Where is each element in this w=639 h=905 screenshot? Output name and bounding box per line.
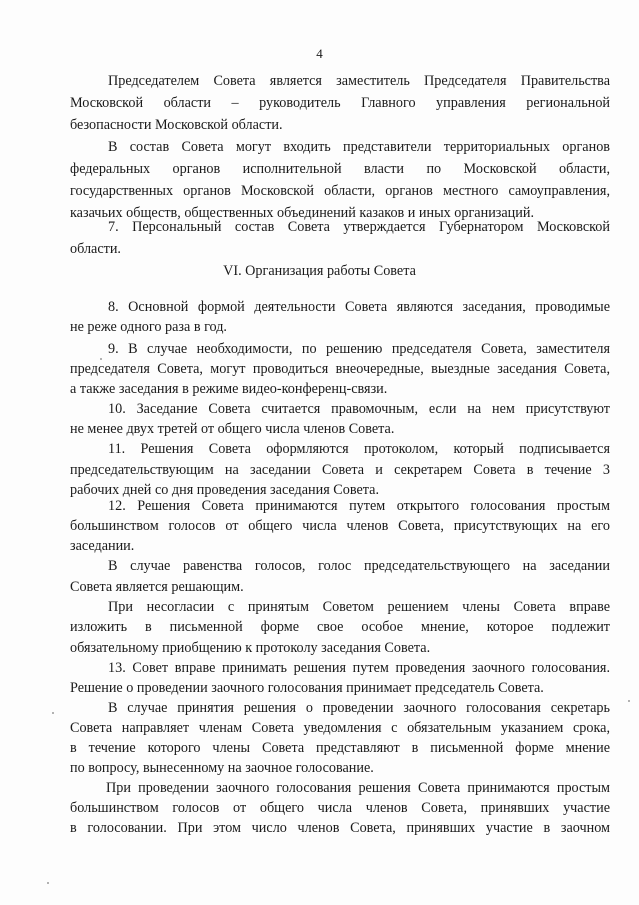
text-line: Председателем Совета является заместитель Председателя Правительства xyxy=(108,73,610,89)
text-line: казачьих обществ, общественных объединений казаков и иных организаций. xyxy=(70,205,535,221)
text-line: В случае принятия решения о проведении заочного голосования секретарь xyxy=(108,700,610,716)
text-line: При несогласии с принятым Советом решением члены Совета вправе xyxy=(108,599,610,615)
text-line: 9. В случае необходимости, по решению председателя Совета, заместителя xyxy=(108,341,610,357)
scan-speck xyxy=(628,700,630,702)
text-line: в голосовании. При этом число членов Совета, принявших участие в заочном xyxy=(70,820,610,836)
text-line: 10. Заседание Совета считается правомочным, если на нем присутствуют xyxy=(108,401,610,417)
text-line: заседании. xyxy=(70,538,135,554)
scan-speck xyxy=(52,712,54,714)
text-line: не реже одного раза в год. xyxy=(70,319,227,335)
text-line: председателя Совета, могут проводиться внеочередные, выездные заседания Совета, xyxy=(70,361,610,377)
text-line: В состав Совета могут входить представители территориальных органов xyxy=(108,139,610,155)
section-heading: VI. Организация работы Совета xyxy=(223,263,416,279)
text-line: При проведении заочного голосования решения Совета принимаются простым xyxy=(106,780,610,796)
scan-speck xyxy=(100,358,102,360)
text-line: 7. Персональный состав Совета утверждается Губернатором Московской xyxy=(108,219,610,235)
text-line: В случае равенства голосов, голос председательствующего на заседании xyxy=(108,558,610,574)
text-line: Решение о проведении заочного голосования принимает председатель Совета. xyxy=(70,680,544,696)
page-number: 4 xyxy=(316,46,323,61)
text-line: области. xyxy=(70,241,121,257)
scan-speck xyxy=(47,882,49,884)
text-line: Московской области – руководитель Главного управления региональной xyxy=(70,95,610,111)
text-line: большинством голосов от общего числа членов Совета, принявших участие xyxy=(70,800,610,816)
text-line: в течение которого члены Совета представляют в письменной форме мнение xyxy=(70,740,610,756)
text-line: Совета направляет членам Совета уведомления с обязательным указанием срока, xyxy=(70,720,610,736)
text-line: государственных органов Московской области, органов местного самоуправления, xyxy=(70,183,610,199)
text-line: не менее двух третей от общего числа членов Совета. xyxy=(70,421,395,437)
text-line: рабочих дней со дня проведения заседания Совета. xyxy=(70,482,379,498)
text-line: безопасности Московской области. xyxy=(70,117,283,133)
text-line: обязательному приобщению к протоколу заседания Совета. xyxy=(70,640,431,656)
text-line: 13. Совет вправе принимать решения путем проведения заочного голосования. xyxy=(108,660,610,676)
text-line: а также заседания в режиме видео-конференц-связи. xyxy=(70,381,388,397)
text-line: изложить в письменной форме свое особое мнение, которое подлежит xyxy=(70,619,610,635)
text-line: большинством голосов от общего числа членов Совета, присутствующих на его xyxy=(70,518,610,534)
text-line: председательствующим на заседании Совета и секретарем Совета в течение 3 xyxy=(70,462,610,478)
text-line: 12. Решения Совета принимаются путем открытого голосования простым xyxy=(108,498,610,514)
text-line: федеральных органов исполнительной власти по Московской области, xyxy=(70,161,610,177)
text-line: 11. Решения Совета оформляются протоколом, который подписывается xyxy=(108,441,610,457)
text-line: 8. Основной формой деятельности Совета являются заседания, проводимые xyxy=(108,299,610,315)
text-line: по вопросу, вынесенному на заочное голосование. xyxy=(70,760,374,776)
text-line: Совета является решающим. xyxy=(70,579,244,595)
